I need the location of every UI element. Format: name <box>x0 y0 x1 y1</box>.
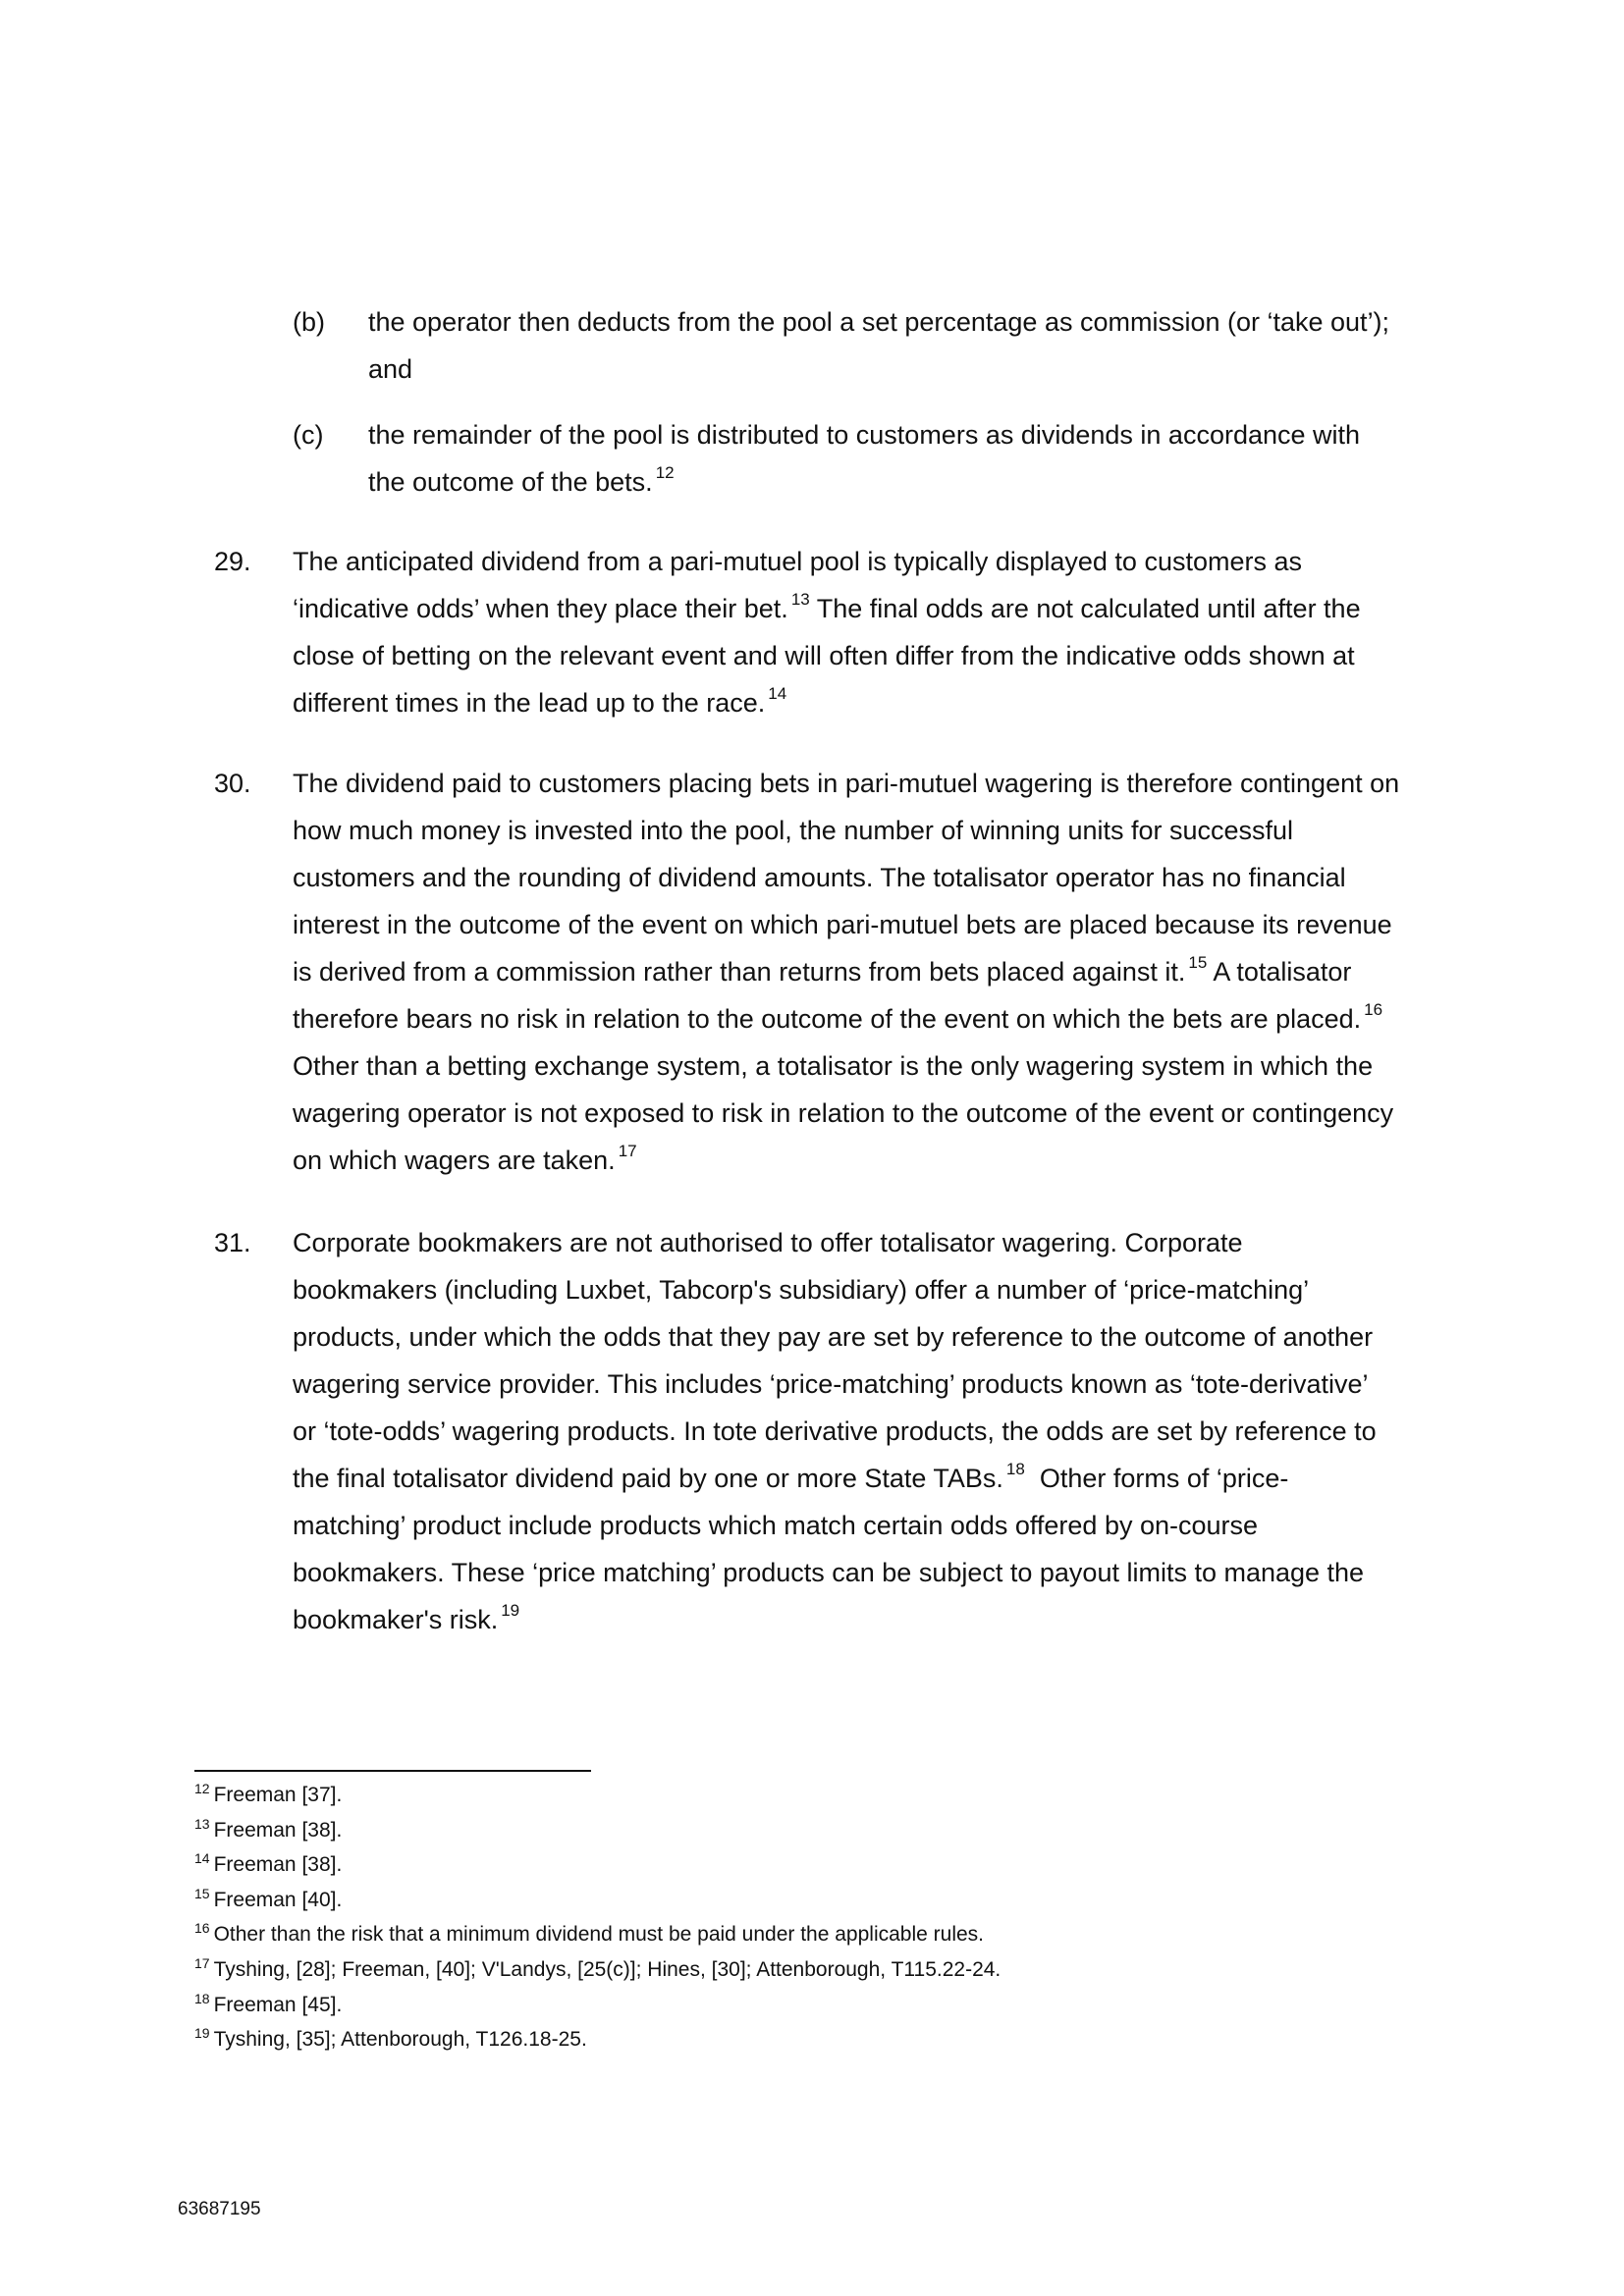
text-fragment: therefore bears no risk in relation to the outcome of the event on which the bets are placed. <box>293 1004 1362 1034</box>
footnote-text: Freeman [40]. <box>213 1888 343 1911</box>
text-line <box>293 585 1361 632</box>
paragraph-number: 30. <box>214 769 251 798</box>
text-line: bookmakers. These ‘price matching’ products can be subject to payout limits to manage the <box>293 1558 1365 1587</box>
footnote-text: Tyshing, [28]; Freeman, [40]; V'Landys, [25(c)]; Hines, [30]; Attenborough, T115.22-24. <box>213 1957 1001 1981</box>
text-fragment: is derived from a commission rather than returns from bets placed against it. <box>293 957 1186 987</box>
footnote-number: 14 <box>194 1850 210 1867</box>
text-line: matching’ product include products which match certain odds offered by on-course <box>293 1511 1259 1540</box>
footnote <box>194 1953 1001 1989</box>
footnote-ref-15[interactable]: 15 <box>1188 953 1208 972</box>
text-fragment: A totalisator <box>1207 957 1352 987</box>
paragraph-number: 31. <box>214 1228 251 1257</box>
text-line <box>293 948 1399 995</box>
text-line: The dividend paid to customers placing bets in pari-mutuel wagering is therefore contingent on <box>293 769 1400 798</box>
document-id: 63687195 <box>178 2199 261 2219</box>
footnote <box>194 1779 1001 1814</box>
text-line: and <box>368 354 413 384</box>
footnote <box>194 1918 1001 1953</box>
text-line: The anticipated dividend from a pari-mutuel pool is typically displayed to customers as <box>293 547 1303 576</box>
footnote-ref-13[interactable]: 13 <box>790 590 810 609</box>
text-line <box>293 995 1399 1042</box>
text-fragment: different times in the lead up to the race. <box>293 688 766 718</box>
paragraph-number: 29. <box>214 547 251 576</box>
text-line: Other than a betting exchange system, a totalisator is the only wagering system in which the <box>293 1051 1374 1081</box>
footnote-ref-17[interactable]: 17 <box>618 1142 637 1160</box>
footnote-ref-12[interactable]: 12 <box>655 463 675 482</box>
text-line: wagering service provider. This includes ‘price-matching’ products known as ‘tote-derivative’ <box>293 1369 1369 1399</box>
text-fragment: The final odds are not calculated until after the <box>809 594 1361 623</box>
paragraph-text <box>293 538 1361 726</box>
footnote-number: 16 <box>194 1920 210 1937</box>
text-line: customers and the rounding of dividend amounts. The totalisator operator has no financial <box>293 863 1346 892</box>
text-fragment: ‘indicative odds’ when they place their bet. <box>293 594 788 623</box>
list-label-c: (c) <box>293 420 324 450</box>
text-line: interest in the outcome of the event on which pari-mutuel bets are placed because its revenue <box>293 910 1392 939</box>
footnote-text: Other than the risk that a minimum dividend must be paid under the applicable rules. <box>213 1923 985 1947</box>
text-fragment: the final totalisator dividend paid by one or more State TABs. <box>293 1464 1003 1493</box>
text-line <box>293 1455 1377 1502</box>
footnotes <box>194 1779 1001 2058</box>
footnote <box>194 1814 1001 1849</box>
text-line: the operator then deducts from the pool a set percentage as commission (or ‘take out’); <box>368 307 1390 337</box>
footnote-ref-16[interactable]: 16 <box>1364 1000 1383 1019</box>
footnote-number: 12 <box>194 1781 210 1796</box>
text-line: wagering operator is not exposed to risk in relation to the outcome of the event or contingency <box>293 1098 1394 1128</box>
footnote-text: Freeman [37]. <box>213 1784 343 1806</box>
footnote-text: Freeman [38]. <box>213 1853 343 1877</box>
footnote-ref-18[interactable]: 18 <box>1005 1460 1025 1478</box>
footnote-number: 17 <box>194 1954 210 1971</box>
text-line: Corporate bookmakers are not authorised to offer totalisator wagering. Corporate <box>293 1228 1243 1257</box>
list-text-b <box>368 298 1389 393</box>
footnote-ref-14[interactable]: 14 <box>768 684 787 703</box>
footnote-ref-19[interactable]: 19 <box>501 1601 520 1620</box>
text-line: close of betting on the relevant event and will often differ from the indicative odds shown at <box>293 641 1355 670</box>
text-fragment: the outcome of the bets. <box>368 467 653 497</box>
footnote-separator <box>194 1770 591 1772</box>
text-fragment: on which wagers are taken. <box>293 1146 616 1175</box>
text-line: products, under which the odds that they pay are set by reference to the outcome of another <box>293 1322 1374 1352</box>
list-label-b: (b) <box>293 307 325 337</box>
footnote-number: 15 <box>194 1885 210 1901</box>
footnote-text: Freeman [38]. <box>213 1818 343 1842</box>
footnote <box>194 1848 1001 1884</box>
text-line <box>293 1137 1399 1184</box>
footnote-text: Tyshing, [35]; Attenborough, T126.18-25. <box>213 2028 587 2052</box>
footnote-number: 19 <box>194 2025 210 2042</box>
text-line <box>293 679 1361 726</box>
text-line <box>293 1596 1377 1643</box>
text-fragment: bookmaker's risk. <box>293 1605 499 1634</box>
paragraph-text <box>293 760 1399 1184</box>
list-text-c <box>368 411 1360 506</box>
text-line <box>368 458 1360 506</box>
paragraph-text <box>293 1219 1377 1643</box>
footnote <box>194 1884 1001 1919</box>
text-line: bookmakers (including Luxbet, Tabcorp's subsidiary) offer a number of ‘price-matching’ <box>293 1275 1310 1305</box>
footnote-number: 13 <box>194 1815 210 1832</box>
text-fragment: Other forms of ‘price- <box>1024 1464 1289 1493</box>
text-line: or ‘tote-odds’ wagering products. In tote derivative products, the odds are set by reference to <box>293 1416 1377 1446</box>
text-line: the remainder of the pool is distributed to customers as dividends in accordance with <box>368 420 1361 450</box>
footnote-text: Freeman [45]. <box>213 1993 343 2016</box>
footnote-number: 18 <box>194 1990 210 2006</box>
footnote <box>194 1989 1001 2024</box>
footnote <box>194 2023 1001 2058</box>
text-line: how much money is invested into the pool, the number of winning units for successful <box>293 816 1294 845</box>
